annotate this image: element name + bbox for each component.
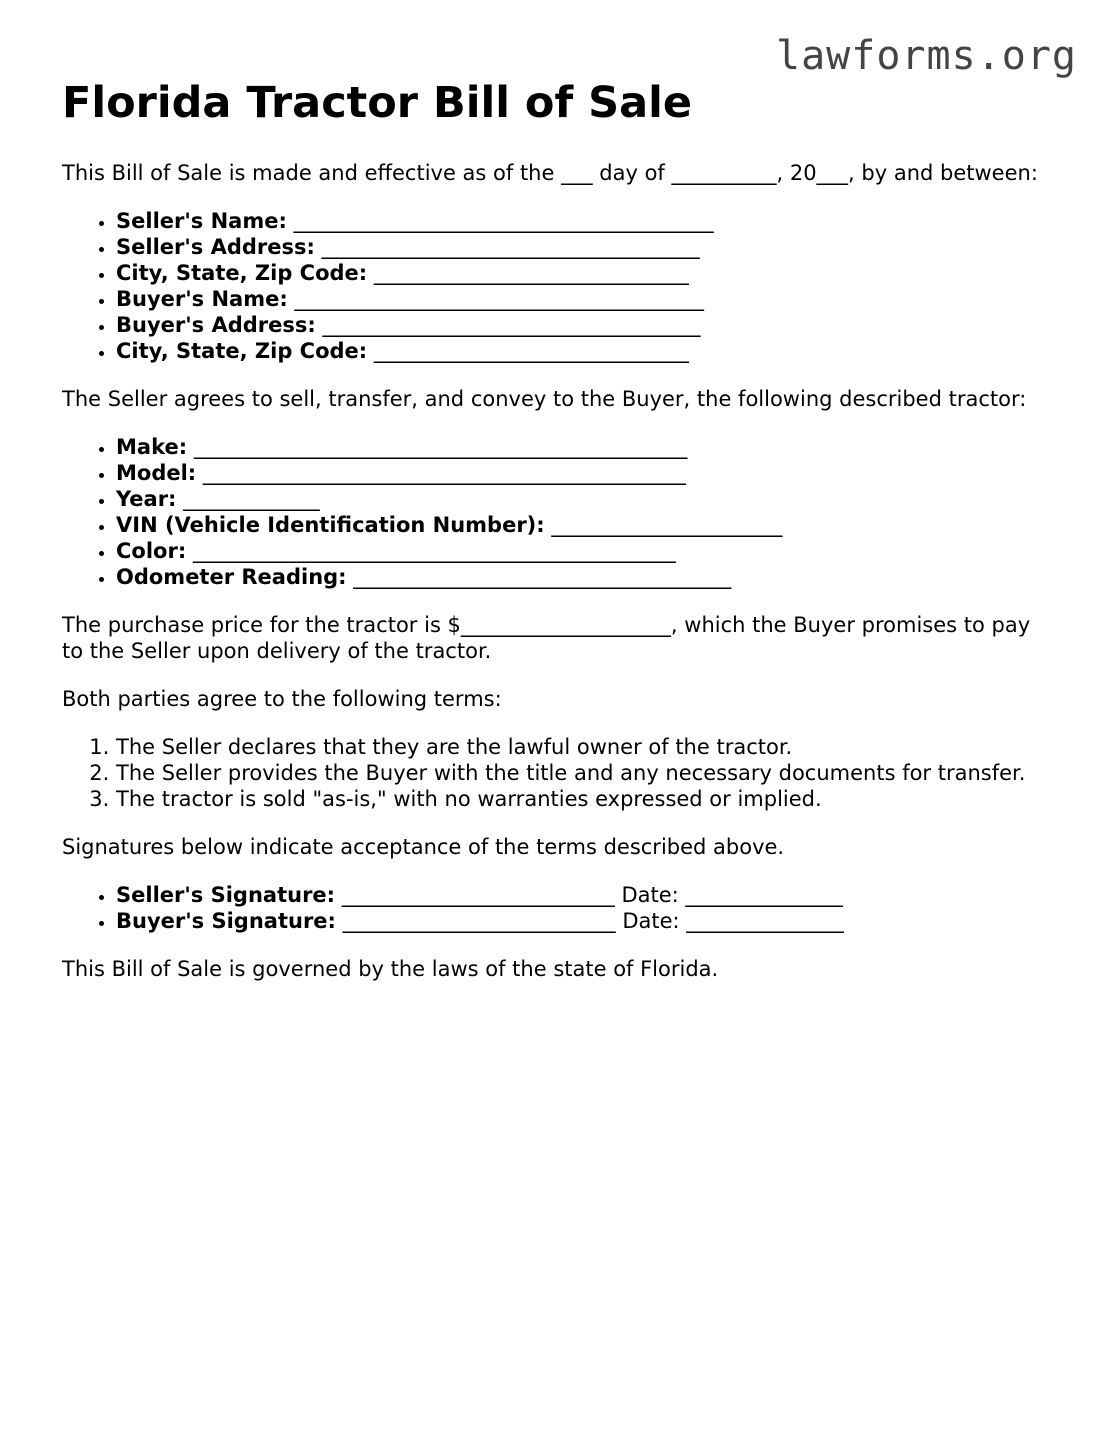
- list-item: [116, 486, 1052, 512]
- list-item: 2. The Seller provides the Buyer with the title and any necessary documents for transfer.: [116, 760, 1052, 786]
- list-item: [116, 564, 1052, 590]
- list-item: [116, 208, 1052, 234]
- field-blank[interactable]: _______________________________________________: [193, 434, 688, 459]
- field-blank[interactable]: ____________________________________: [322, 312, 701, 337]
- field-label: Make:: [116, 434, 188, 459]
- page-title: Florida Tractor Bill of Sale: [62, 78, 693, 128]
- governing-paragraph: This Bill of Sale is governed by the laws of the state of Florida.: [62, 956, 719, 981]
- signatures-list: [62, 882, 1052, 934]
- list-item: [116, 512, 1052, 538]
- field-label: Year:: [116, 486, 177, 511]
- field-label: City, State, Zip Code:: [116, 338, 368, 363]
- list-item: [116, 460, 1052, 486]
- parties-list: [62, 208, 1052, 364]
- price-paragraph: The purchase price for the tractor is $____________________, which the Buyer promises to pay to the Seller upon delivery of the tractor.: [62, 612, 1031, 663]
- list-item: 3. The tractor is sold "as-is," with no warranties expressed or implied.: [116, 786, 1052, 812]
- terms-list: [62, 734, 1052, 812]
- field-blank[interactable]: ____________________________________: [321, 234, 700, 259]
- document-body: [62, 78, 1052, 1004]
- list-item: [116, 338, 1052, 364]
- list-item: [116, 908, 1052, 934]
- field-blank[interactable]: ______________________________: [373, 338, 689, 363]
- list-item: 1. The Seller declares that they are the lawful owner of the tractor.: [116, 734, 1052, 760]
- watermark: lawforms.org: [776, 33, 1077, 79]
- signatures-intro-paragraph: Signatures below indicate acceptance of the terms described above.: [62, 834, 785, 859]
- field-label: Seller's Address:: [116, 234, 315, 259]
- field-blank[interactable]: ________________________________________: [293, 208, 714, 233]
- field-blank[interactable]: _____________: [183, 486, 320, 511]
- list-item: [116, 538, 1052, 564]
- field-label: VIN (Vehicle Identification Number):: [116, 512, 545, 537]
- terms-intro-paragraph: Both parties agree to the following terms:: [62, 686, 502, 711]
- signature-blank[interactable]: __________________________ Date: _______________: [341, 882, 843, 907]
- field-label: Model:: [116, 460, 197, 485]
- field-blank[interactable]: ____________________________________: [353, 564, 732, 589]
- field-blank[interactable]: _______________________________________: [294, 286, 704, 311]
- field-blank[interactable]: ______________________________________________: [202, 460, 686, 485]
- signature-blank[interactable]: __________________________ Date: _______________: [342, 908, 844, 933]
- field-blank[interactable]: ______________________________: [373, 260, 689, 285]
- list-item: [116, 312, 1052, 338]
- tractor-list: [62, 434, 1052, 590]
- list-item: [116, 260, 1052, 286]
- field-blank[interactable]: ______________________________________________: [192, 538, 676, 563]
- field-label: Buyer's Address:: [116, 312, 316, 337]
- field-label: Color:: [116, 538, 187, 563]
- field-label: Buyer's Signature:: [116, 908, 336, 933]
- list-item: [116, 234, 1052, 260]
- field-label: Seller's Signature:: [116, 882, 336, 907]
- field-label: City, State, Zip Code:: [116, 260, 368, 285]
- field-label: Odometer Reading:: [116, 564, 347, 589]
- field-label: Seller's Name:: [116, 208, 287, 233]
- tractor-intro-paragraph: The Seller agrees to sell, transfer, and convey to the Buyer, the following described tractor:: [62, 386, 1027, 411]
- field-label: Buyer's Name:: [116, 286, 288, 311]
- list-item: [116, 434, 1052, 460]
- list-item: [116, 286, 1052, 312]
- field-blank[interactable]: ______________________: [551, 512, 783, 537]
- intro-paragraph: This Bill of Sale is made and effective as of the ___ day of __________, 20___, by and between:: [62, 160, 1038, 185]
- list-item: [116, 882, 1052, 908]
